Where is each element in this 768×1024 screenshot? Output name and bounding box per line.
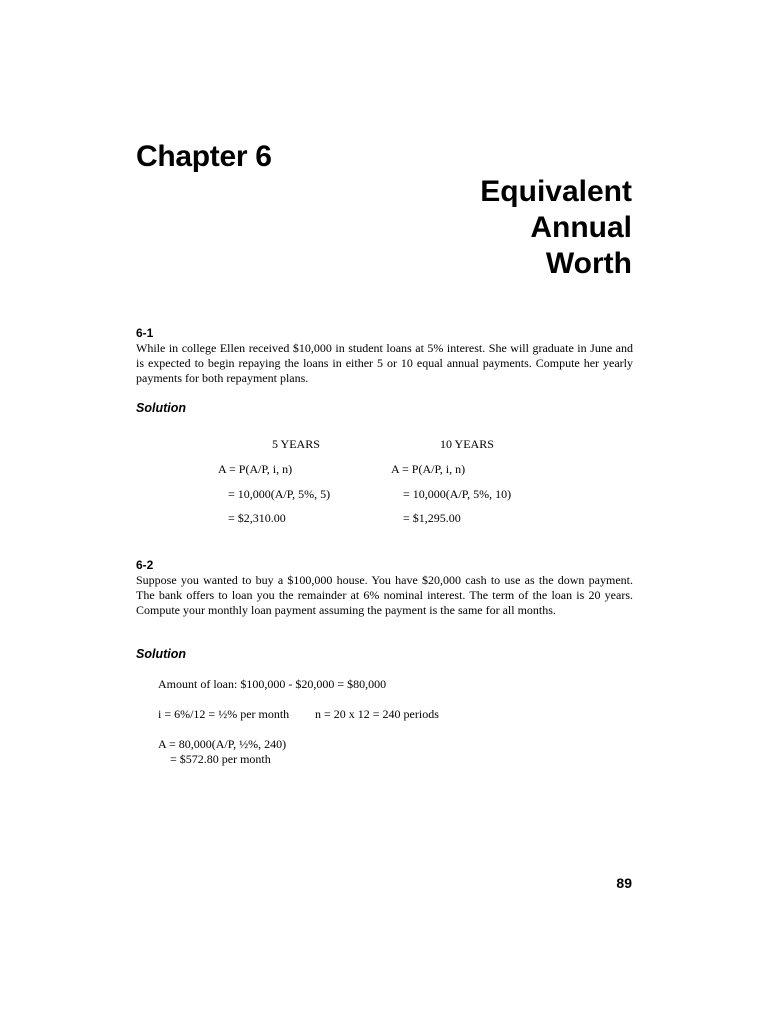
solution-label: Solution xyxy=(136,647,186,661)
equation-line: = 10,000(A/P, 5%, 10) xyxy=(403,487,512,501)
solution-label: Solution xyxy=(136,401,186,415)
equation-result: = $2,310.00 xyxy=(228,511,286,525)
equation-line: A = P(A/P, i, n) xyxy=(391,462,466,476)
payment-result: = $572.80 per month xyxy=(170,752,271,766)
problem-text: Suppose you wanted to buy a $100,000 house. You have $20,000 cash to use as the down payment. The bank offers to loan you the remainder at 6% nominal interest. The term of the loan is 20 years. Compute your monthly loan payment assuming the payment is the same for all months. xyxy=(136,573,633,617)
column-header: 5 YEARS xyxy=(272,437,320,451)
equation-line: = 10,000(A/P, 5%, 5) xyxy=(228,487,331,501)
page-number: 89 xyxy=(616,875,632,891)
chapter-title-line: Annual xyxy=(530,211,632,244)
column-header: 10 YEARS xyxy=(440,437,494,451)
periods-line: n = 20 x 12 = 240 periods xyxy=(315,707,439,721)
loan-amount-line: Amount of loan: $100,000 - $20,000 = $80,000 xyxy=(158,677,387,691)
chapter-title xyxy=(480,174,632,282)
problem-number: 6-1 xyxy=(136,326,154,340)
chapter-label: Chapter 6 xyxy=(136,140,272,173)
equation-result: = $1,295.00 xyxy=(403,511,461,525)
problem-number: 6-2 xyxy=(136,558,154,572)
chapter-title-line: Equivalent xyxy=(480,175,632,208)
chapter-title-line: Worth xyxy=(545,247,632,280)
equation-line: A = P(A/P, i, n) xyxy=(218,462,293,476)
rate-line: i = 6%/12 = ½% per month xyxy=(158,707,290,721)
payment-formula: A = 80,000(A/P, ½%, 240) xyxy=(158,737,287,751)
problem-text: While in college Ellen received $10,000 in student loans at 5% interest. She will graduate in June and is expected to begin repaying the loans in either 5 or 10 equal annual payments. Compute her yearly payments for both repayment plans. xyxy=(136,341,633,385)
